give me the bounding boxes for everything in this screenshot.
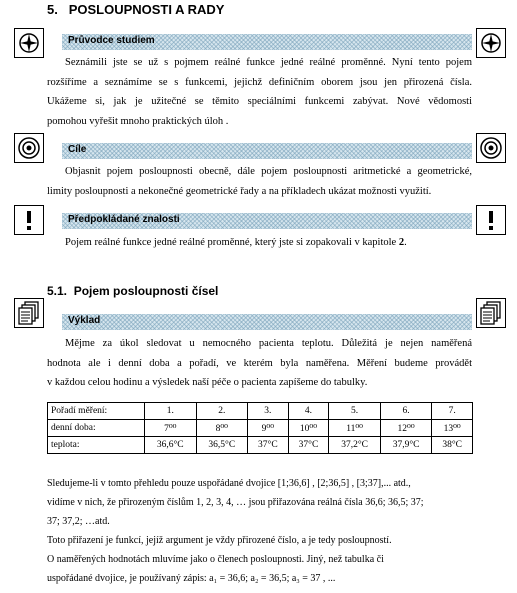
chapter-number: 5. xyxy=(47,2,58,17)
table-cell: 8⁰⁰ xyxy=(196,420,248,437)
table-cell: 5. xyxy=(329,403,381,420)
prereq-paragraph xyxy=(47,233,472,253)
text-line: hodnota ale i denní doba a pořadí, ve kterém byla naměřena. Měření budeme provádět xyxy=(47,357,472,369)
table-cell: 11⁰⁰ xyxy=(329,420,381,437)
document-stack-icon xyxy=(476,298,506,328)
table-cell: 12⁰⁰ xyxy=(380,420,432,437)
text-line: Seznámili jste se už s pojmem reálné funkce jedné reálné proměnné. Nyní tento pojem xyxy=(65,57,472,68)
section-heading xyxy=(47,284,218,298)
table-cell: 7⁰⁰ xyxy=(145,420,197,437)
text-line: v každou celou hodinu a výsledek naší péče o pacienta zapíšeme do tabulky. xyxy=(47,377,368,388)
section-title: Pojem posloupnosti čísel xyxy=(73,284,219,298)
guide-paragraph xyxy=(47,53,472,131)
table-cell: 6. xyxy=(380,403,432,420)
target-icon xyxy=(476,133,506,163)
table-cell: 9⁰⁰ xyxy=(248,420,289,437)
text-line: limity posloupnosti a nekonečné geometrické řady a na příkladech ukázat možnosti využití. xyxy=(47,185,432,197)
text-line: rozšíříme a seznámíme se s funkcemi, jejichž definičním oborem jsou jen přirozená čísla. xyxy=(47,76,472,88)
table-cell: 38°C xyxy=(432,437,473,454)
text-line: 37; 37,2; …atd. xyxy=(47,516,110,527)
prereq-label: Předpokládané znalosti xyxy=(68,214,180,225)
text-line: pomohou vyřešit mnoho praktických úloh . xyxy=(47,115,229,127)
compass-icon xyxy=(476,28,506,58)
table-cell: 7. xyxy=(432,403,473,420)
measurement-table xyxy=(47,402,473,454)
table-cell: 37,2°C xyxy=(329,437,381,454)
exclamation-icon xyxy=(476,205,506,235)
table-cell: 37°C xyxy=(288,437,329,454)
goal-paragraph xyxy=(47,162,472,201)
table-cell: 37,9°C xyxy=(380,437,432,454)
goal-label: Cíle xyxy=(68,144,87,155)
table-cell: 1. xyxy=(145,403,197,420)
guide-label: Průvodce studiem xyxy=(68,35,155,46)
lecture-header xyxy=(62,314,472,330)
text-line: Ukážeme si, jak je užitečné se těmito speciálními funkcemi zabývat. Nové vědomosti xyxy=(47,96,472,107)
row-header: teplota: xyxy=(48,437,145,454)
exclamation-icon xyxy=(14,205,44,235)
table-row xyxy=(48,403,473,420)
prereq-text: Pojem reálné funkce jedné reálné proměnné, který jste si zopakovali v kapitole xyxy=(65,237,399,248)
goal-header xyxy=(62,143,472,159)
lecture-paragraph xyxy=(47,334,472,393)
target-icon xyxy=(14,133,44,163)
text-line: uspořádané dvojice, je používaný zápis: a₁ = 36,6; a₂ = 36,5; a₃ = 37 , ... xyxy=(47,573,336,584)
table-cell: 3. xyxy=(248,403,289,420)
chapter-ref: 2 xyxy=(398,237,405,248)
table-cell: 36,6°C xyxy=(145,437,197,454)
table-row xyxy=(48,437,473,454)
prereq-header xyxy=(62,213,472,229)
table-row xyxy=(48,420,473,437)
lecture-label: Výklad xyxy=(68,315,101,326)
table-cell: 13⁰⁰ xyxy=(432,420,473,437)
row-header: denní doba: xyxy=(48,420,145,437)
compass-icon xyxy=(14,28,44,58)
text-line xyxy=(47,233,472,253)
chapter-title: POSLOUPNOSTI A RADY xyxy=(68,2,225,17)
section-number: 5.1. xyxy=(47,284,68,298)
table-cell: 4. xyxy=(288,403,329,420)
prereq-end: . xyxy=(404,237,407,248)
explanation-paragraph xyxy=(47,474,477,588)
guide-header xyxy=(62,34,472,50)
text-line: O naměřených hodnotách mluvíme jako o členech posloupnosti. Jiný, než tabulka či xyxy=(47,554,384,565)
text-line: Toto přiřazení je funkcí, jejíž argument je vždy přirozené číslo, a je tedy posloupností. xyxy=(47,535,392,546)
chapter-heading xyxy=(47,2,224,17)
table-cell: 36,5°C xyxy=(196,437,248,454)
table-cell: 2. xyxy=(196,403,248,420)
text-line: Mějme za úkol sledovat u nemocného pacienta teplotu. Důležitá je nejen naměřená xyxy=(65,338,472,349)
row-header: Pořadí měření: xyxy=(48,403,145,420)
text-line: Objasnit pojem posloupnosti obecně, dále pojem posloupnosti aritmetické a geometrické, xyxy=(65,166,472,177)
text-line: Sledujeme-li v tomto přehledu pouze uspořádané dvojice [1;36,6] , [2;36,5] , [3;37],... atd., xyxy=(47,478,411,489)
table-cell: 37°C xyxy=(248,437,289,454)
document-stack-icon xyxy=(14,298,44,328)
table-cell: 10⁰⁰ xyxy=(288,420,329,437)
text-line: vidíme v nich, že přirozeným číslům 1, 2, 3, 4, … jsou přiřazována reálná čísla 36,6; 36,5; 37; xyxy=(47,497,424,508)
